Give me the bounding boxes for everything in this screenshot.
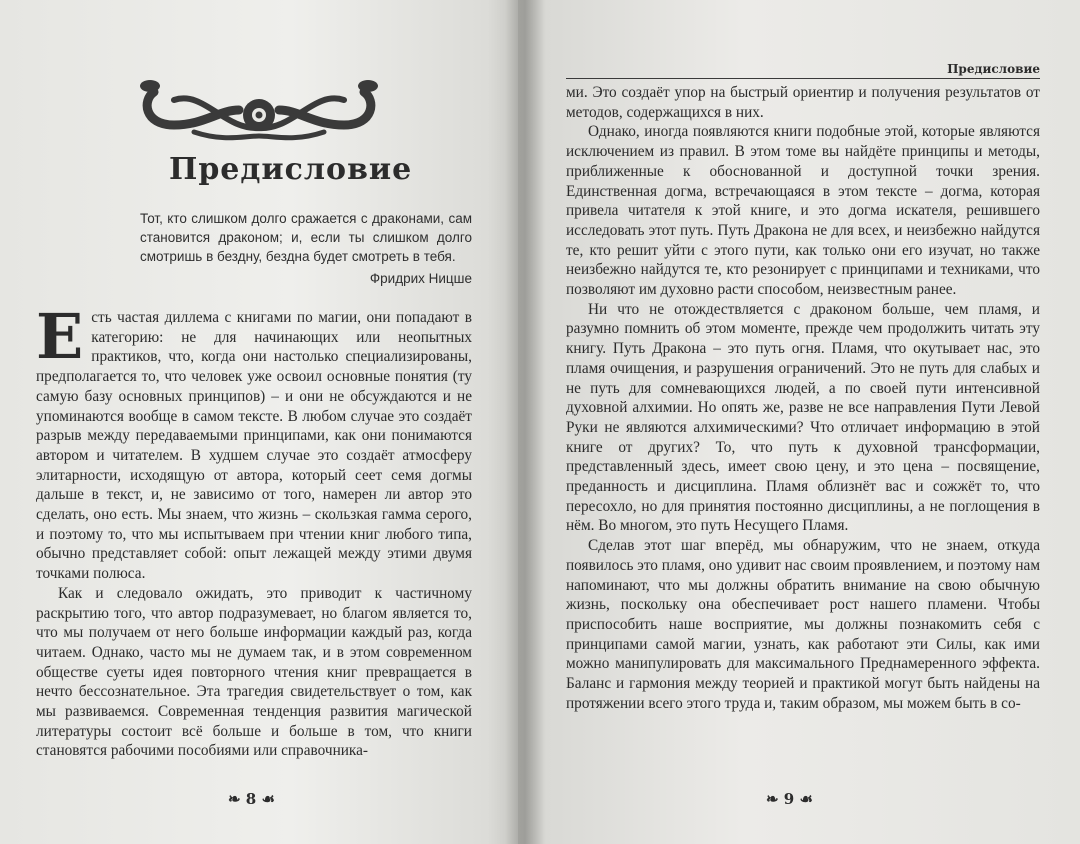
drop-cap: Е [36, 300, 84, 373]
page-number: ❧ 8 ☙ [228, 790, 275, 808]
epigraph-author: Фридрих Ницше [369, 271, 472, 286]
page-number: ❧ 9 ☙ [766, 790, 813, 808]
page-number-ornament-left: ❧ [228, 790, 246, 808]
paragraph-text: сть частая диллема с книгами по магии, они попадают в категорию: не для начинающих или неопытных практиков, что, когда они настолько специализированы, предполагается то, что человек уже освоил основные понятия (ту самую базу основных принципов) – и они не обсуждаются и не упоминаются вообще в самом тексте. В любом случае это создаёт разрыв между передаваемыми принципами, как они понимаются автором и читателем. В худшем случае это создаёт атмосферу элитарности, исходящую от автора, который сеет семя догмы дальше в текст, и, не зависимо от того, намерен ли автор это сделать, оно есть. Мы знаем, что жизнь – скользкая гамма серого, и поэтому то, что мы испытываем при чтении книг любого типа, обычно представляет собой: опыт лежащей между этими двумя точками полюса. [36, 309, 472, 583]
page-number-ornament-right: ☙ [794, 790, 813, 808]
epigraph: Тот, кто слишком долго сражается с драконами, сам становится драконом; и, если ты слишком долго смотришь в бездну, бездна будет смотреть в тебя. [140, 211, 472, 264]
running-head-title: Предисловие [947, 62, 1040, 76]
page-number-ornament-left: ❧ [766, 790, 784, 808]
paragraph: Сделав этот шаг вперёд, мы обнаружим, что не знаем, откуда появилось это пламя, оно удивит нас своим проявлением, и поэтому нам напоминают, что мы должны обратить внимание на свою обычную жизнь, поскольку она обеспечивает рост нашего пламени. Чтобы приспособить наше восприятие, мы должны познакомить себя с принципами самой магии, узнать, как работают эти Силы, как ими можно манипулировать для максимального Преднамеренного эффекта. Баланс и гармония между теорией и практикой могут быть найдены на протяжении всего этого труда и, таким образом, мы можем быть в со- [566, 537, 1040, 712]
serpent-ornament-icon [134, 70, 384, 150]
paragraph [36, 300, 472, 584]
right-body-text [566, 83, 1040, 714]
left-body-text [36, 300, 472, 761]
paragraph: Как и следовало ожидать, это приводит к частичному раскрытию того, что автор подразумевает, но благом является то, что мы получаем от него больше информации каждый раз, когда читаем. Однако, часто мы не думаем так, и в этом современном обществе суеты идея повторного чтения книг превращается в нечто бессознательное. Эта трагедия свидетельствует о том, как мы развиваемся. Современная тенденция развития магической литературы состоит всё больше и больше в том, что книги становятся рабочими пособиями или справочника- [36, 584, 472, 760]
page-number-ornament-right: ☙ [256, 790, 275, 808]
paragraph: ми. Это создаёт упор на быстрый ориентир и получения результатов от методов, содержащихся в них. [566, 84, 1040, 121]
running-head [566, 58, 1040, 79]
book-spine [505, 0, 545, 844]
paragraph: Ни что не отождествляется с драконом больше, чем пламя, и разумно помнить об этом моменте, прежде чем продолжить читать эту книгу. Путь Дракона – это путь огня. Пламя, что окутывает нас, это пламя очищения, и разрушения ограничений. Это не путь для слабых и не путь для сомневающихся людей, а по своей пути интенсивной духовной алхимии. Но опять же, разве не все направления Пути Левой Руки не являются алхимическими? Что отличает информацию в этой книге от других? То, что путь к духовной трансформации, представленный здесь, имеет свою цену, и это цена – посвящение, преданность и дисциплина. Пламя облизнёт вас и сожжёт то, что пересохло, но для принятия постоянно дисциплины, а не поглощения в нём. Во многом, это путь Несущего Пламя. [566, 300, 1040, 535]
paragraph: Однако, иногда появляются книги подобные этой, которые являются исключением из правил. В этом томе вы найдёте принципы и методы, приближенные к обоснованной и доступной точки зрения. Единственная догма, встречающаяся в этом тексте – догма, которая привела читателя к этой книге, и это догма искателя, решившего исследовать этот путь. Путь Дракона не для всех, и неизбежно найдутся те, кто решит уйти с этого пути, как только они его изучат, но также неизбежно найдутся те, кто резонирует с принципами и техниками, что позволяют им духовно расти способом, неизвестным ранее. [566, 123, 1040, 299]
left-page [0, 0, 530, 844]
right-page [518, 0, 1080, 844]
chapter-title: Предисловие [169, 152, 413, 187]
